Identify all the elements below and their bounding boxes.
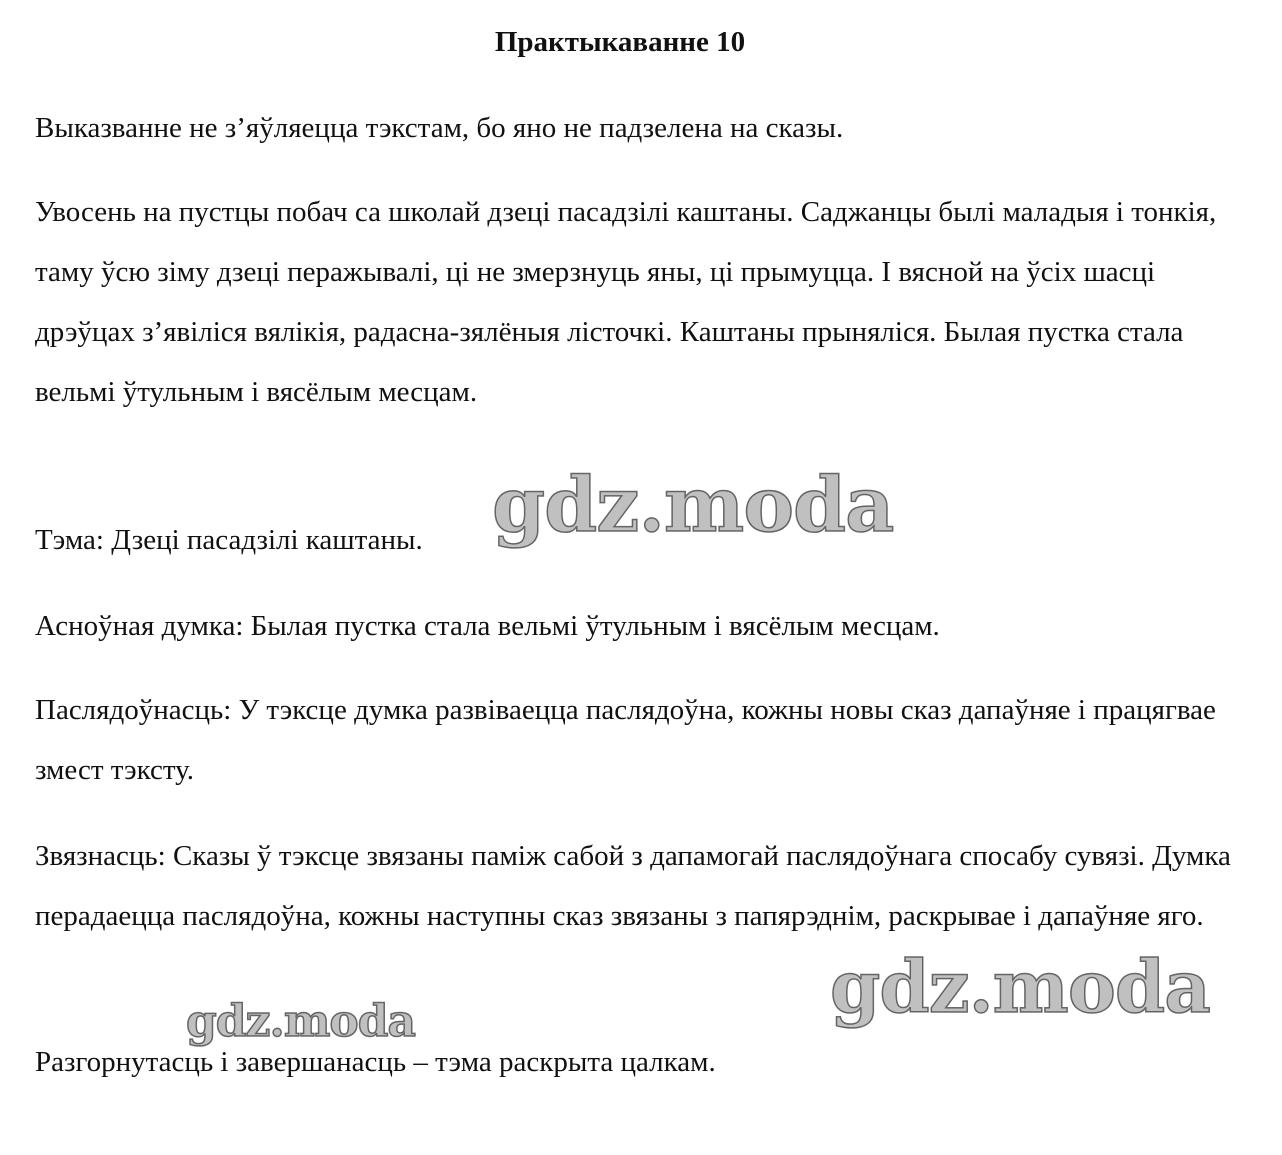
paragraph-completeness: Разгорнутасць і завершанасць – тэма раскрыта цалкам. [35, 1046, 716, 1078]
paragraph-coherence: Звязнасць: Сказы ў тэксце звязаны паміж сабой з дапамогай паслядоўнага спосабу сувязі. Думка перадаецца паслядоўна, кожны наступны сказ звязаны з папярэднім, раскрывае і дапаўняе яго. [35, 840, 1231, 932]
watermark-logo: gdz.moda [186, 996, 416, 1047]
watermark-logo: gdz.moda [830, 944, 1210, 1029]
paragraph-theme: Тэма: Дзеці пасадзілі каштаны. [35, 524, 423, 556]
paragraph-main-idea: Асноўная думка: Былая пустка стала вельмі ўтульным і вясёлым месцам. [35, 610, 940, 642]
paragraph-text: Увосень на пустцы побач са школай дзеці пасадзілі каштаны. Саджанцы былі маладыя і тонкія, таму ўсю зіму дзеці перажывалі, ці не змерзнуць яны, ці прымуцца. І вясной на ўсіх шасці дрэўцах з’явіліся вялікія, радасна-зялёныя лісточкі. Каштаны прыняліся. Былая пустка стала вельмі ўтульным і вясёлым месцам. [35, 196, 1217, 408]
paragraph-verdict: Выказванне не з’яўляецца тэкстам, бо яно не падзелена на сказы. [35, 112, 844, 144]
page-title: Практыкаванне 10 [494, 26, 746, 58]
watermark-logo: gdz.moda [492, 460, 894, 549]
paragraph-sequence: Паслядоўнасць: У тэксце думка развіваецца паслядоўна, кожны новы сказ дапаўняе і працягвае змест тэксту. [35, 694, 1216, 786]
